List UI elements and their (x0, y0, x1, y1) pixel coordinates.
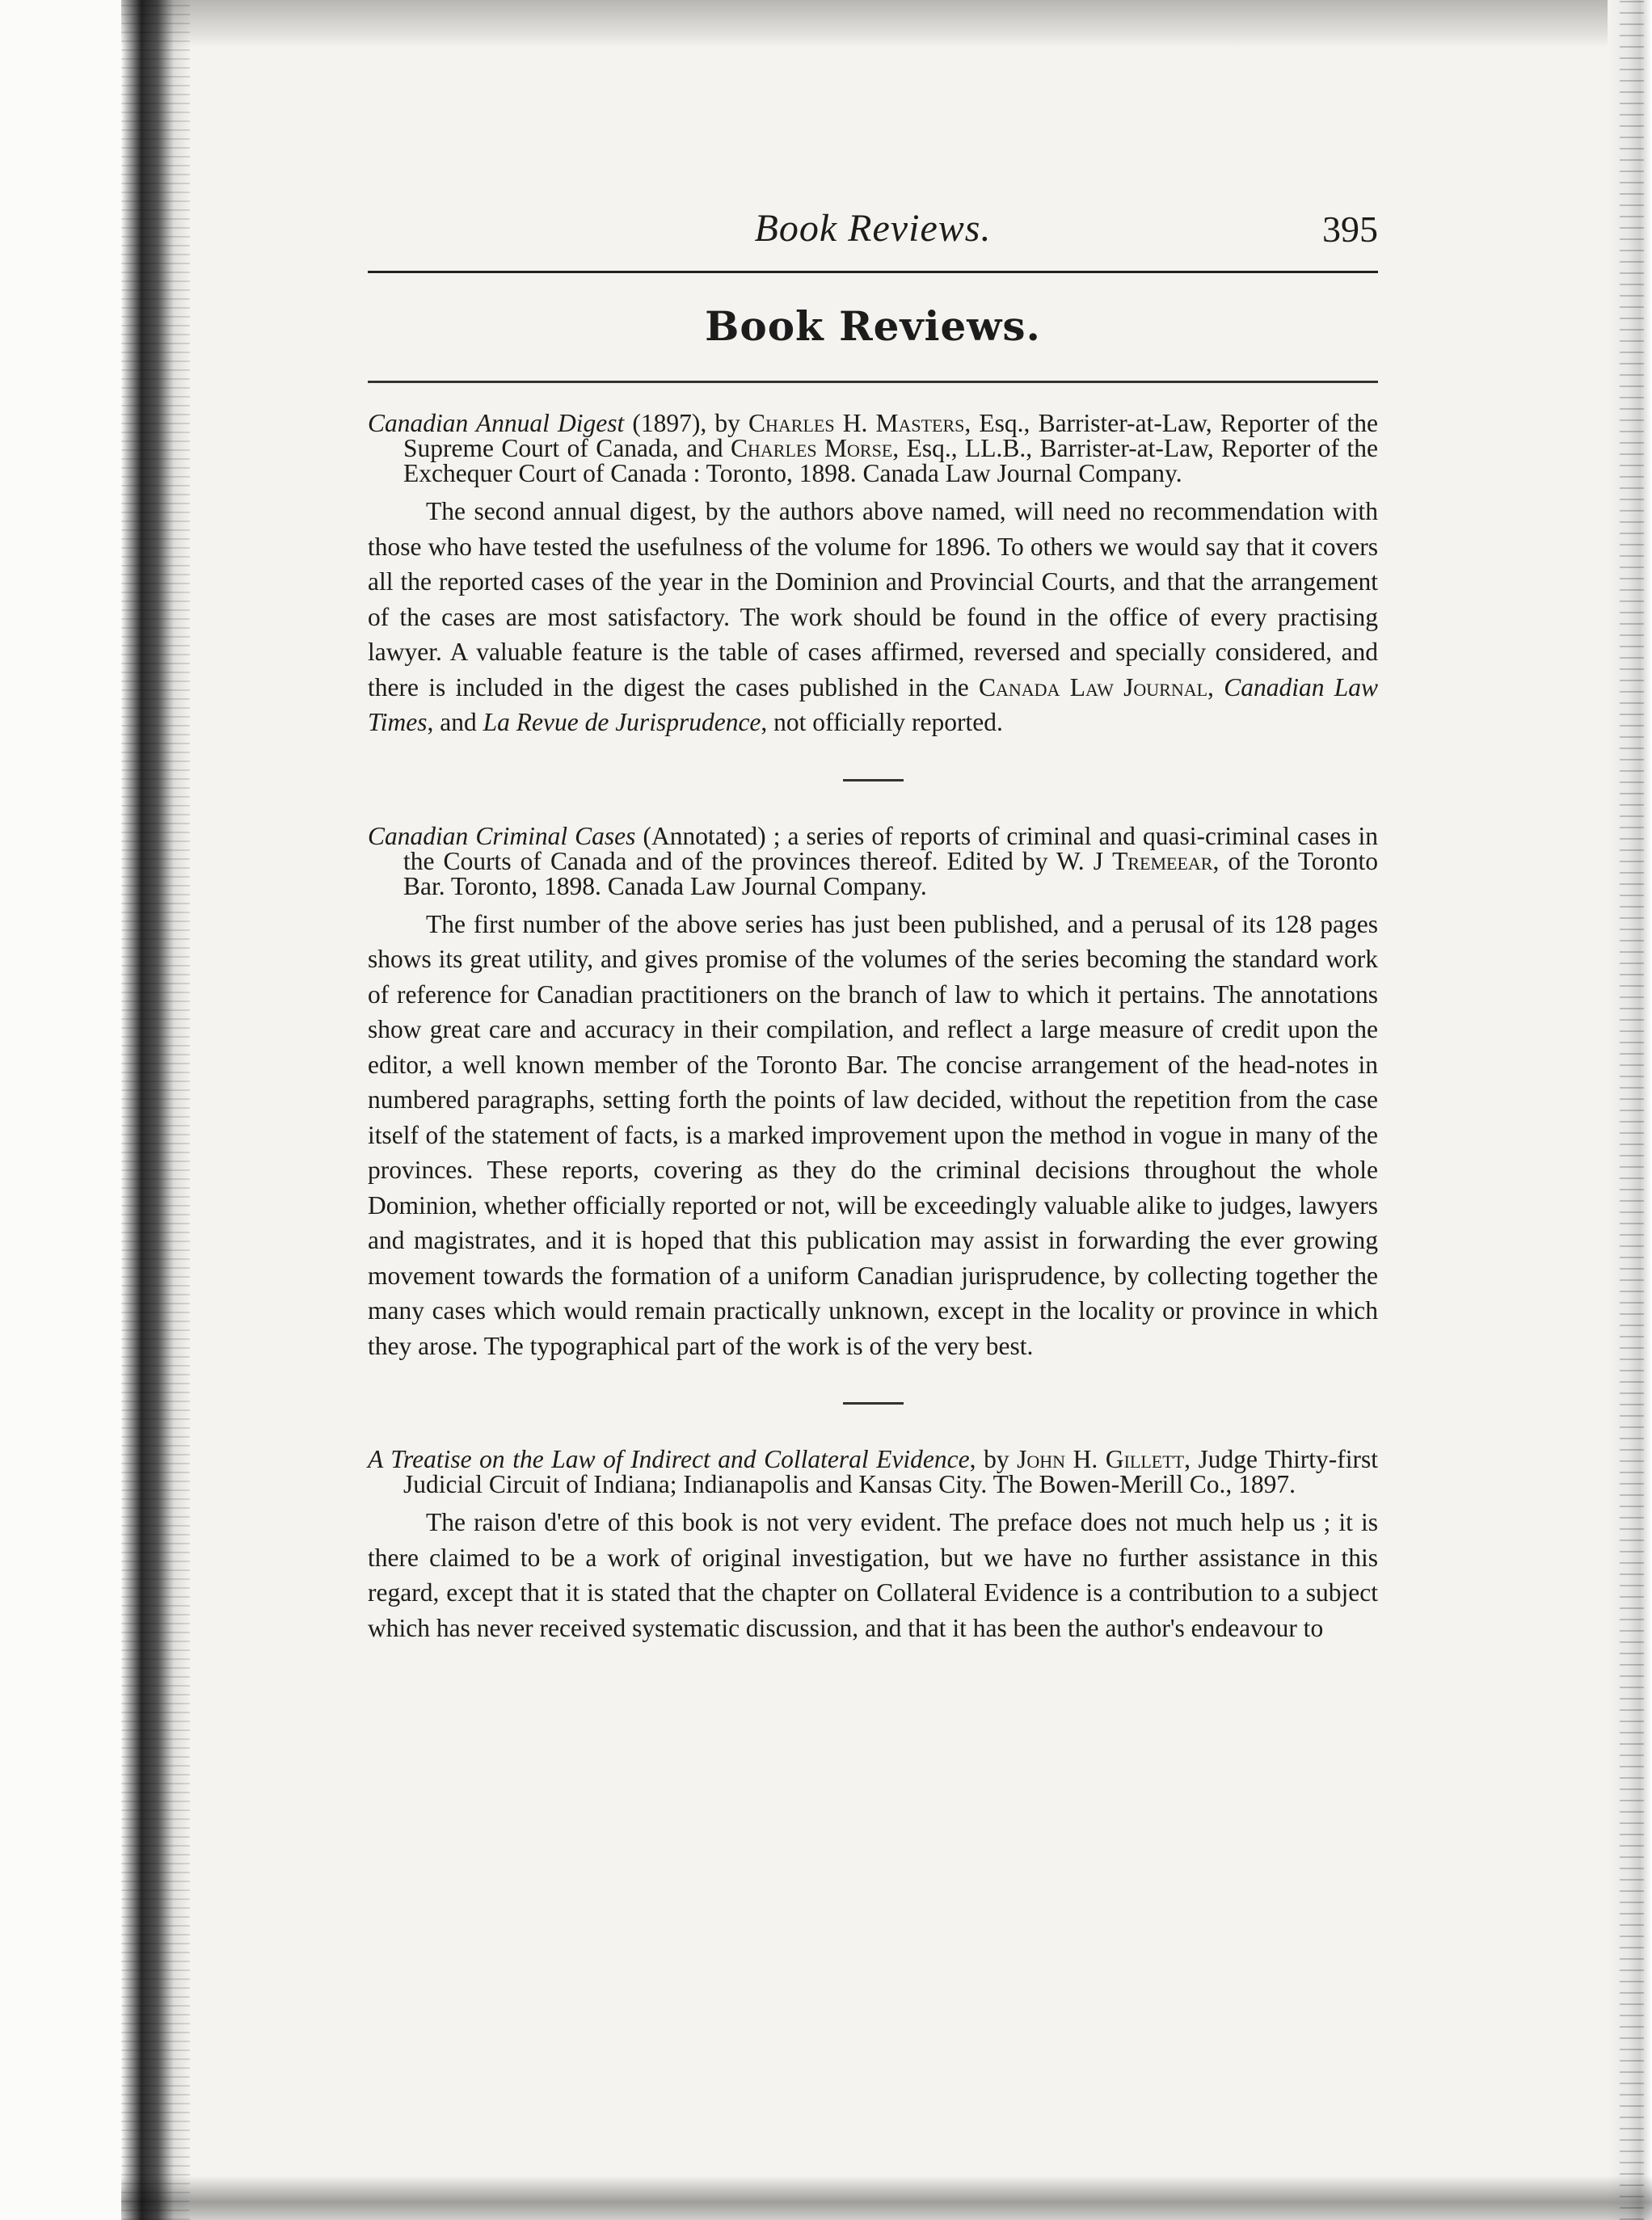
author-name: Tremeear (1112, 846, 1213, 875)
author-name: Charles H. Masters (748, 409, 965, 437)
scan-binding-edge (0, 0, 190, 2220)
book-title: Canadian Criminal Cases (368, 821, 636, 850)
review-body: The raison d'etre of this book is not very evident. The preface does not much help us ; it is there claimed to be a work of original investigation, but we have no further assistance in this regard, except that it is stated that the chapter on Collateral Evidence is a contribution to a subject which has never received systematic discussion, and that it has been the author's endeavour to (368, 1508, 1378, 1642)
review-separator (843, 779, 904, 781)
scan-top-shadow (121, 0, 1652, 48)
review-citation: Canadian Criminal Cases (Annotated) ; a series of reports of criminal and quasi-criminal cases in the Courts of Canada and of the provinces thereof. Edited by W. J Tremeear, of the Toronto Bar. Toronto, 1898. Canada Law Journal Company. (368, 821, 1379, 900)
running-head-title: Book Reviews. (754, 207, 992, 250)
review-citation: Canadian Annual Digest (1897), by Charles H. Masters, Esq., Barrister-at-Law, Reporter of the Supreme Court of Canada, and Charles Morse, Esq., LL.B., Barrister-at-Law, Reporter of the Exchequer Court of Canada : Toronto, 1898. Canada Law Journal Company. (368, 409, 1378, 487)
book-title: A Treatise on the Law of Indirect and Collateral Evidence (368, 1445, 970, 1473)
review-citation: A Treatise on the Law of Indirect and Collateral Evidence, by John H. Gillett, Judge Thirty-first Judicial Circuit of Indiana; Indianapolis and Kansas City. The Bowen-Merill Co., 1897. (368, 1445, 1378, 1498)
author-name: John H. Gillett (1017, 1445, 1185, 1473)
review-body: The first number of the above series has just been published, and a perusal of its 128 pages shows its great utility, and gives promise of the volumes of the series becoming the standard work of reference for Canadian practitioners on the branch of law to which it pertains. The annotations show great care and accuracy in their compilation, and reflect a large measure of credit upon the editor, a well known member of the Toronto Bar. The concise arrangement of the head-notes in numbered paragraphs, setting forth the points of law decided, without the repetition from the case itself of the statement of facts, is a marked improvement upon the method in vogue in many of the provinces. These reports, covering as they do the criminal decisions throughout the whole Dominion, whether officially reported or not, will be exceedingly valuable alike to judges, lawyers and magistrates, and it is hoped that this publication may assist in forwarding the ever growing movement towards the formation of a uniform Canadian jurisprudence, by collecting together the many cases which would remain practically unknown, except in the locality or province in which they arose. The typographical part of the work is of the very best. (368, 909, 1378, 1360)
review-canadian-criminal-cases (368, 821, 1379, 1364)
title-rule (368, 381, 1378, 383)
author-name: Charles Morse (731, 434, 893, 462)
page-content (368, 206, 1378, 1645)
section-title: Book Reviews. (705, 302, 1041, 350)
journal-name: Canadian Law Times (368, 672, 1378, 736)
running-head (368, 206, 1378, 273)
review-body: The second annual digest, by the authors above named, will need no recommendation with those who have tested the usefulness of the volume for 1896. To others we would say that it covers all the reported cases of the year in the Dominion and Provincial Courts, and that the arrangement of the cases are most satisfactory. The work should be found in the office of every practising lawyer. A valuable feature is the table of cases affirmed, reversed and specially considered, and there is included in the digest the cases published in the Canada Law Journal, Canadian Law Times, and La Revue de Jurisprudence, not officially reported. (368, 497, 1378, 736)
scan-right-edge (1608, 0, 1652, 2220)
journal-name: Canada Law Journal (979, 672, 1208, 701)
review-canadian-annual-digest (368, 411, 1378, 740)
page-number: 395 (1322, 209, 1378, 250)
scan-bottom-edge (121, 2176, 1652, 2220)
book-title: Canadian Annual Digest (368, 409, 625, 437)
journal-name: La Revue de Jurisprudence (483, 708, 761, 736)
review-treatise-collateral-evidence (368, 1447, 1378, 1645)
review-separator (843, 1402, 904, 1405)
